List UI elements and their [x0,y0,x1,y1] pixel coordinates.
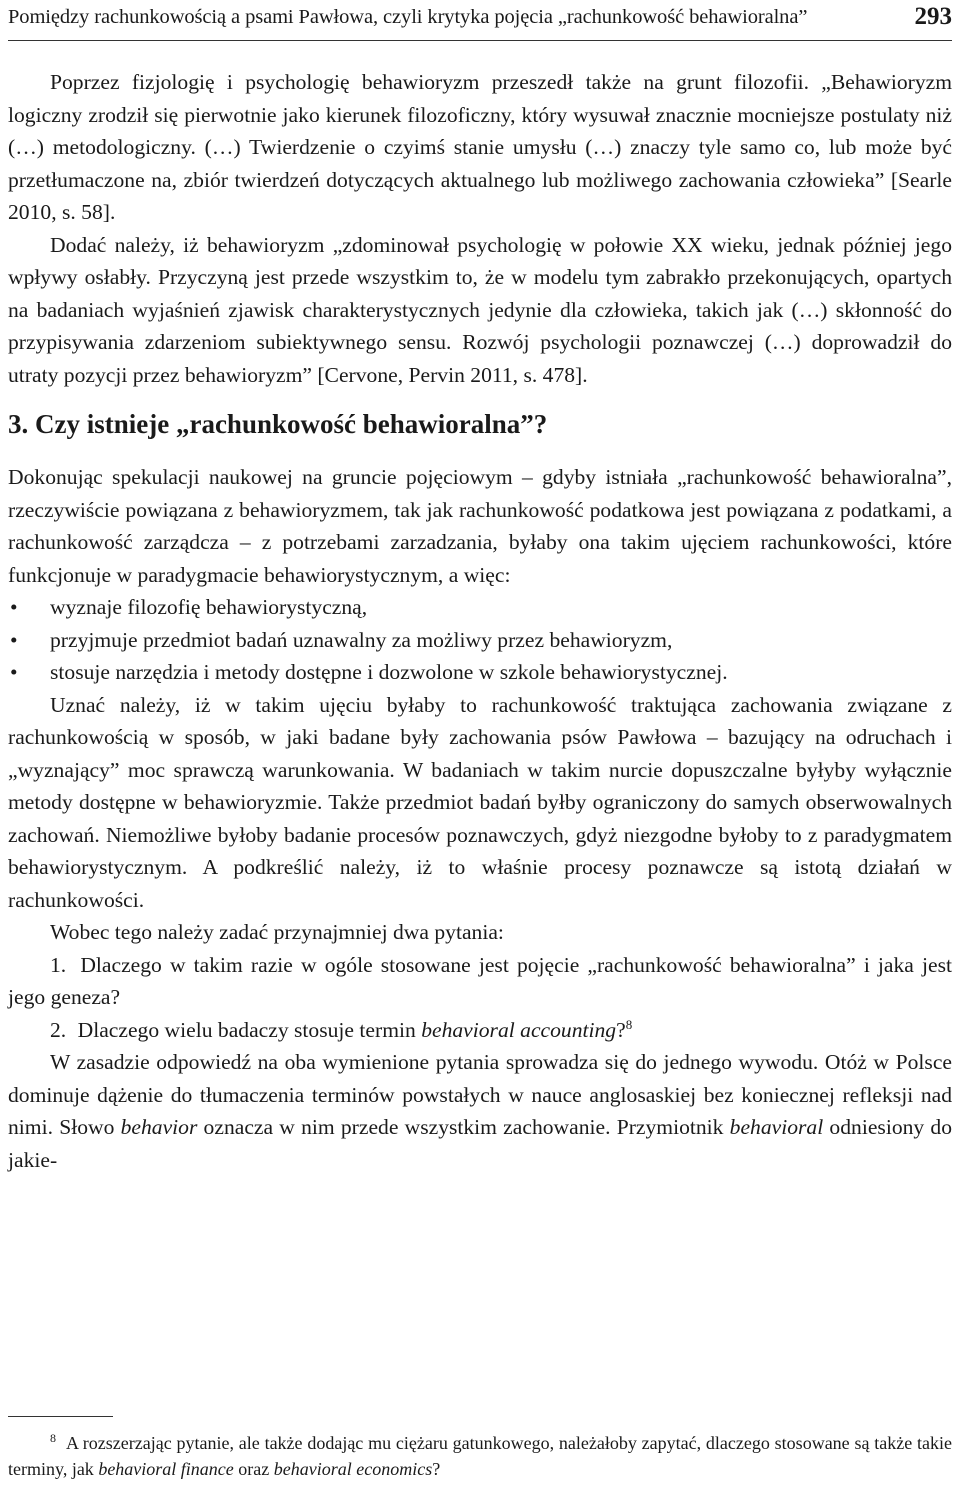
page-number: 293 [914,3,952,30]
footnote-text-part: oraz [233,1459,274,1479]
question-term-italic: behavioral accounting [421,1017,617,1042]
bullet-list [8,591,952,689]
list-item-text: wyznaje filozofię behawiorystyczną, [50,595,368,619]
question-text: Dlaczego wielu badaczy stosuje termin [77,1017,422,1042]
term-behavioral-finance: behavioral finance [98,1459,234,1479]
question-number: 1. [50,952,67,977]
footnote-text-part: ? [432,1459,441,1479]
running-header-title: Pomiędzy rachunkowością a psami Pawłowa, czyli krytyka pojęcia „rachunkowość behawioralna” [8,6,808,28]
bullet-marker: • [10,595,18,619]
footnote-divider [8,1416,113,1417]
running-header [8,4,952,41]
question-text: Dlaczego w takim razie w ogóle stosowane jest pojęcie „rachunkowość behawioralna” i jaka jest jego geneza? [8,952,952,1009]
footnote-text [8,1430,952,1482]
paragraph-speculation: Dokonując spekulacji naukowej na gruncie pojęciowym – gdyby istniała „rachunkowość behawioralna”, rzeczywiście powiązana z behawioryzmem, tak jak rachunkowość podatkowa jest powiązana z podatkami, a rachunkowość zarządcza – z potrzebami zarzadzania, byłaby ona takim ujęciem rachunkowości, które funkcjonuje w paradygmacie behawiorystycznym, a więc: [8,465,952,587]
paragraph-text: W zasadzie odpowiedź na oba wymienione pytania sprowadza się do jednego wywodu. Otóż w Polsce dominuje dążenie do tłumaczenia terminów powstałych w nauce anglosaskiej bez koniecznej refleksji nad nimi. Słowo [8,1050,952,1139]
paragraph-text: oznacza w nim przede wszystkim zachowanie. Przymiotnik [197,1115,730,1139]
list-item [8,624,952,657]
list-item-text: stosuje narzędzia i metody dostępne i dozwolone w szkole behawiorystycznej. [50,660,728,684]
question-1 [8,949,952,1014]
paragraph-behaviorism-decline: Dodać należy, iż behawioryzm „zdominował psychologię w połowie XX wieku, jednak później jego wpływy osłabły. Przyczyną jest przede wszystkim to, że w modelu tym zabrakło przekonujących, opartych na badaniach wyjaśnień zjawisk charakterystycznych jedynie dla człowieka, takich jak (…) skłonność do przypisywania zdarzeniom subiektywnego sensu. Rozwój psychologii poznawczej (…) doprowadził do utraty pozycji przez behawioryzm” [Cervone, Pervin 2011, s. 478]. [8,232,952,387]
term-behavioral: behavioral [729,1115,824,1139]
term-behavior: behavior [120,1115,198,1139]
term-behavioral-economics: behavioral economics [273,1459,433,1479]
footnote-text-part: A rozszerzając pytanie, ale także dodając mu ciężaru gatunkowego, należałoby zapytać, dlaczego stosowane są także takie terminy, jak [8,1433,952,1479]
list-item [8,591,952,624]
section-heading: 3. Czy istnieje „rachunkowość behawioralna”? [8,409,548,439]
list-item [8,656,952,689]
bullet-marker: • [10,627,18,652]
main-text [8,66,952,1176]
paragraph-text: odniesiony do jakie- [8,1115,952,1172]
footnote-mark: 8 [50,1431,56,1445]
question-number: 2. [50,1017,67,1042]
paragraph-pavlov: Uznać należy, iż w takim ujęciu byłaby to rachunkowość traktująca zachowania związane z rachunkowością w sposób, w jaki badane były zachowania psów Pawłowa – bazujący na odruchach i „wyznający” moc sprawczą warunkowania. W badaniach w takim nurcie dopuszczalne byłyby wyłącznie metody dostępne w behawioryzmie. Także przedmiot badań byłby ograniczony do samych obserwowalnych zachowań. Niemożliwe byłoby badanie procesów poznawczych, gdyż niezgodne byłoby to z paradygmatem behawiorystycznym. A podkreślić należy, iż to właśnie procesy poznawcze są istotą działań w rachunkowości. [8,692,952,912]
paragraph-questions-intro: Wobec tego należy zadać przynajmniej dwa pytania: [50,920,504,944]
bullet-marker: • [10,660,18,684]
footnote-reference[interactable]: 8 [625,1016,633,1032]
footnote [8,1430,952,1482]
paragraph-answer [8,1046,952,1176]
question-text-suffix: ? [616,1017,626,1042]
paragraph-behaviorism-philosophy: Poprzez fizjologię i psychologię behawioryzm przeszedł także na grunt filozofii. „Behawioryzm logiczny zrodził się pierwotnie jako kierunek filozoficzny, który wysuwał znacznie mocniejsze postulaty niż (…) metodologiczny. (…) Twierdzenie o czyimś stanie umysłu (…) znaczy tyle samo co, lub może być przetłumaczone na, zbiór twierdzeń dotyczących aktualnego lub możliwego zachowania człowieka” [Searle 2010, s. 58]. [8,70,952,224]
question-2 [8,1014,952,1047]
list-item-text: przyjmuje przedmiot badań uznawalny za możliwy przez behawioryzm, [50,627,673,652]
question-list [8,949,952,1047]
